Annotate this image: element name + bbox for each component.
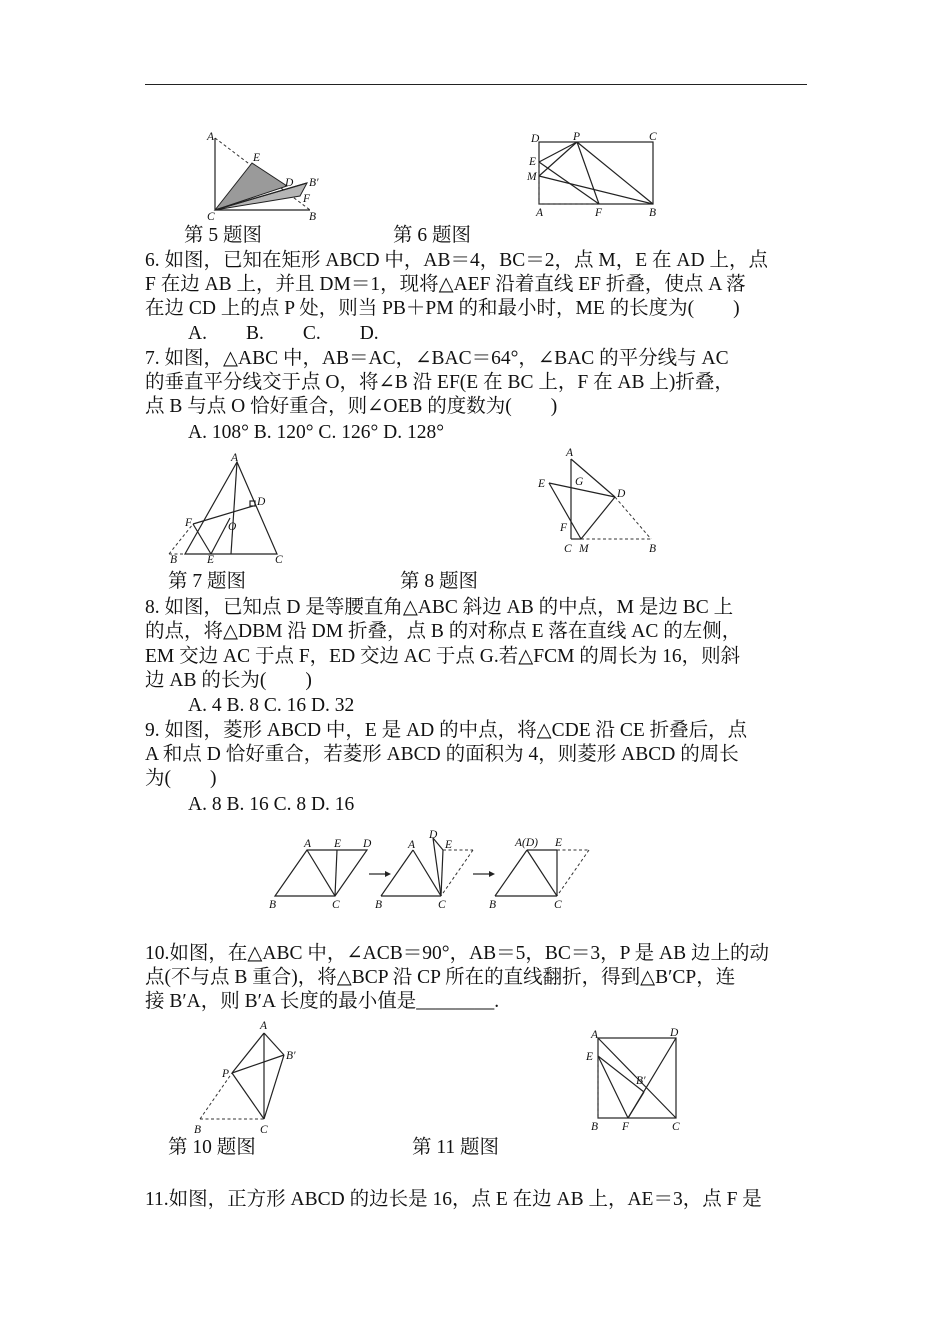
fig9c-label: E (555, 837, 563, 849)
fig7-label: F (185, 517, 193, 529)
q10-line: 接 B′A，则 B′A 长度的最小值是________. (145, 991, 500, 1012)
q8-line: 边 AB 的长为( ) (145, 670, 312, 691)
figure-11 (580, 1026, 690, 1138)
figure-7 (165, 450, 295, 565)
fig6-label: A (536, 207, 544, 219)
q7-line: 的垂直平分线交于点 O，将∠B 沿 EF(E 在 BC 上，F 在 AB 上)折叠， (145, 372, 734, 393)
figure-8 (535, 445, 665, 557)
fig8-label: A (566, 447, 574, 459)
figure-6 (525, 132, 665, 222)
q11-line: 11.如图，正方形 ABCD 的边长是 16，点 E 在边 AB 上，AE＝3，点 F 是 (145, 1189, 762, 1210)
fig6-label: P (573, 131, 581, 143)
fig8-label: C (564, 543, 572, 555)
header-rule (145, 84, 807, 85)
q9-options: A. 8 B. 16 C. 8 D. 16 (188, 794, 355, 815)
fig9a-label: D (363, 838, 372, 850)
fig7-label: E (207, 554, 215, 566)
q10-line: 点(不与点 B 重合)，将△BCP 沿 CP 所在的直线翻折，得到△B′CP，连 (145, 967, 736, 988)
caption-fig8: 第 8 题图 (400, 571, 479, 592)
fig5-label: E (253, 152, 261, 164)
q9-line: A 和点 D 恰好重合，若菱形 ABCD 的面积为 4，则菱形 ABCD 的周长 (145, 744, 739, 765)
fig6-label: M (527, 171, 537, 183)
fig11-label: E (586, 1051, 594, 1063)
fig5-label: C (207, 211, 215, 223)
fig9a-label: C (332, 899, 340, 911)
fig11-label: B (591, 1121, 599, 1133)
fig11-label: F (622, 1121, 630, 1133)
fig7-label: C (275, 554, 283, 566)
figure-5 (205, 128, 325, 223)
fig9c-label: A(D) (515, 837, 538, 849)
fig5-label: B (309, 211, 317, 223)
caption-fig11: 第 11 题图 (412, 1137, 500, 1158)
q9-line: 9. 如图，菱形 ABCD 中，E 是 AD 的中点，将△CDE 沿 CE 折叠后，点 (145, 720, 748, 741)
fig9b-label: A (408, 839, 416, 851)
fig8-label: G (575, 476, 584, 488)
fig11-label: C (672, 1121, 680, 1133)
fig9a-label: B (269, 899, 277, 911)
fig11-label: B′ (636, 1075, 646, 1087)
q9-line: 为( ) (145, 768, 217, 789)
fig10-label: B′ (286, 1050, 296, 1062)
fig7-label: B (170, 554, 178, 566)
caption-fig10: 第 10 题图 (168, 1137, 256, 1158)
fig10-label: A (260, 1020, 268, 1032)
fig9b-label: B (375, 899, 383, 911)
fig6-label: C (649, 131, 657, 143)
fig10-label: P (222, 1068, 230, 1080)
fig8-label: D (617, 488, 626, 500)
q6-options: A. B. C. D. (188, 323, 379, 344)
q7-line: 点 B 与点 O 恰好重合，则∠OEB 的度数为( ) (145, 396, 558, 417)
figure-9 (265, 826, 610, 916)
fig8-label: B (649, 543, 657, 555)
caption-fig7: 第 7 题图 (168, 571, 247, 592)
fig6-label: D (531, 133, 540, 145)
fig5-label: A (207, 131, 215, 143)
figure-10 (188, 1015, 308, 1140)
fig8-label: F (560, 522, 568, 534)
fig5-label: B′ (309, 177, 319, 189)
caption-fig5: 第 5 题图 (184, 225, 263, 246)
fig5-label: F (303, 193, 311, 205)
fig6-label: F (595, 207, 603, 219)
fig6-label: E (529, 156, 537, 168)
fig7-label: A (231, 452, 239, 464)
fig11-label: D (670, 1027, 679, 1039)
fig6-label: B (649, 207, 657, 219)
q10-line: 10.如图，在△ABC 中，∠ACB＝90°，AB＝5，BC＝3，P 是 AB 边上的动 (145, 943, 770, 964)
fig11-label: A (591, 1029, 599, 1041)
q8-options: A. 4 B. 8 C. 16 D. 32 (188, 695, 355, 716)
fig9b-label: C (438, 899, 446, 911)
q7-options: A. 108° B. 120° C. 126° D. 128° (188, 422, 444, 443)
fig5-label: D (285, 177, 294, 189)
fig9a-label: A (304, 838, 312, 850)
fig9a-label: E (334, 838, 342, 850)
q6-line: 在边 CD 上的点 P 处，则当 PB＋PM 的和最小时，ME 的长度为( ) (145, 298, 740, 319)
fig10-label: C (260, 1124, 268, 1136)
fig8-label: M (579, 543, 589, 555)
q8-line: 的点，将△DBM 沿 DM 折叠，点 B 的对称点 E 落在直线 AC 的左侧， (145, 621, 742, 642)
q8-line: 8. 如图，已知点 D 是等腰直角△ABC 斜边 AB 的中点，M 是边 BC 上 (145, 597, 734, 618)
q7-line: 7. 如图，△ABC 中，AB＝AC，∠BAC＝64°，∠BAC 的平分线与 AC (145, 348, 729, 369)
fig7-label: D (257, 496, 266, 508)
fig7-label: O (228, 521, 237, 533)
caption-fig6: 第 6 题图 (393, 225, 472, 246)
fig9b-label: D (429, 829, 438, 841)
fig9c-label: C (554, 899, 562, 911)
fig9b-label: E (445, 839, 453, 851)
q6-line: F 在边 AB 上，并且 DM＝1，现将△AEF 沿着直线 EF 折叠，使点 A 落 (145, 274, 746, 295)
fig8-label: E (538, 478, 546, 490)
q6-line: 6. 如图，已知在矩形 ABCD 中，AB＝4，BC＝2，点 M，E 在 AD 上，点 (145, 250, 768, 271)
q8-line: EM 交边 AC 于点 F，ED 交边 AC 于点 G.若△FCM 的周长为 16，则斜 (145, 646, 741, 667)
fig10-label: B (194, 1124, 202, 1136)
fig9c-label: B (489, 899, 497, 911)
